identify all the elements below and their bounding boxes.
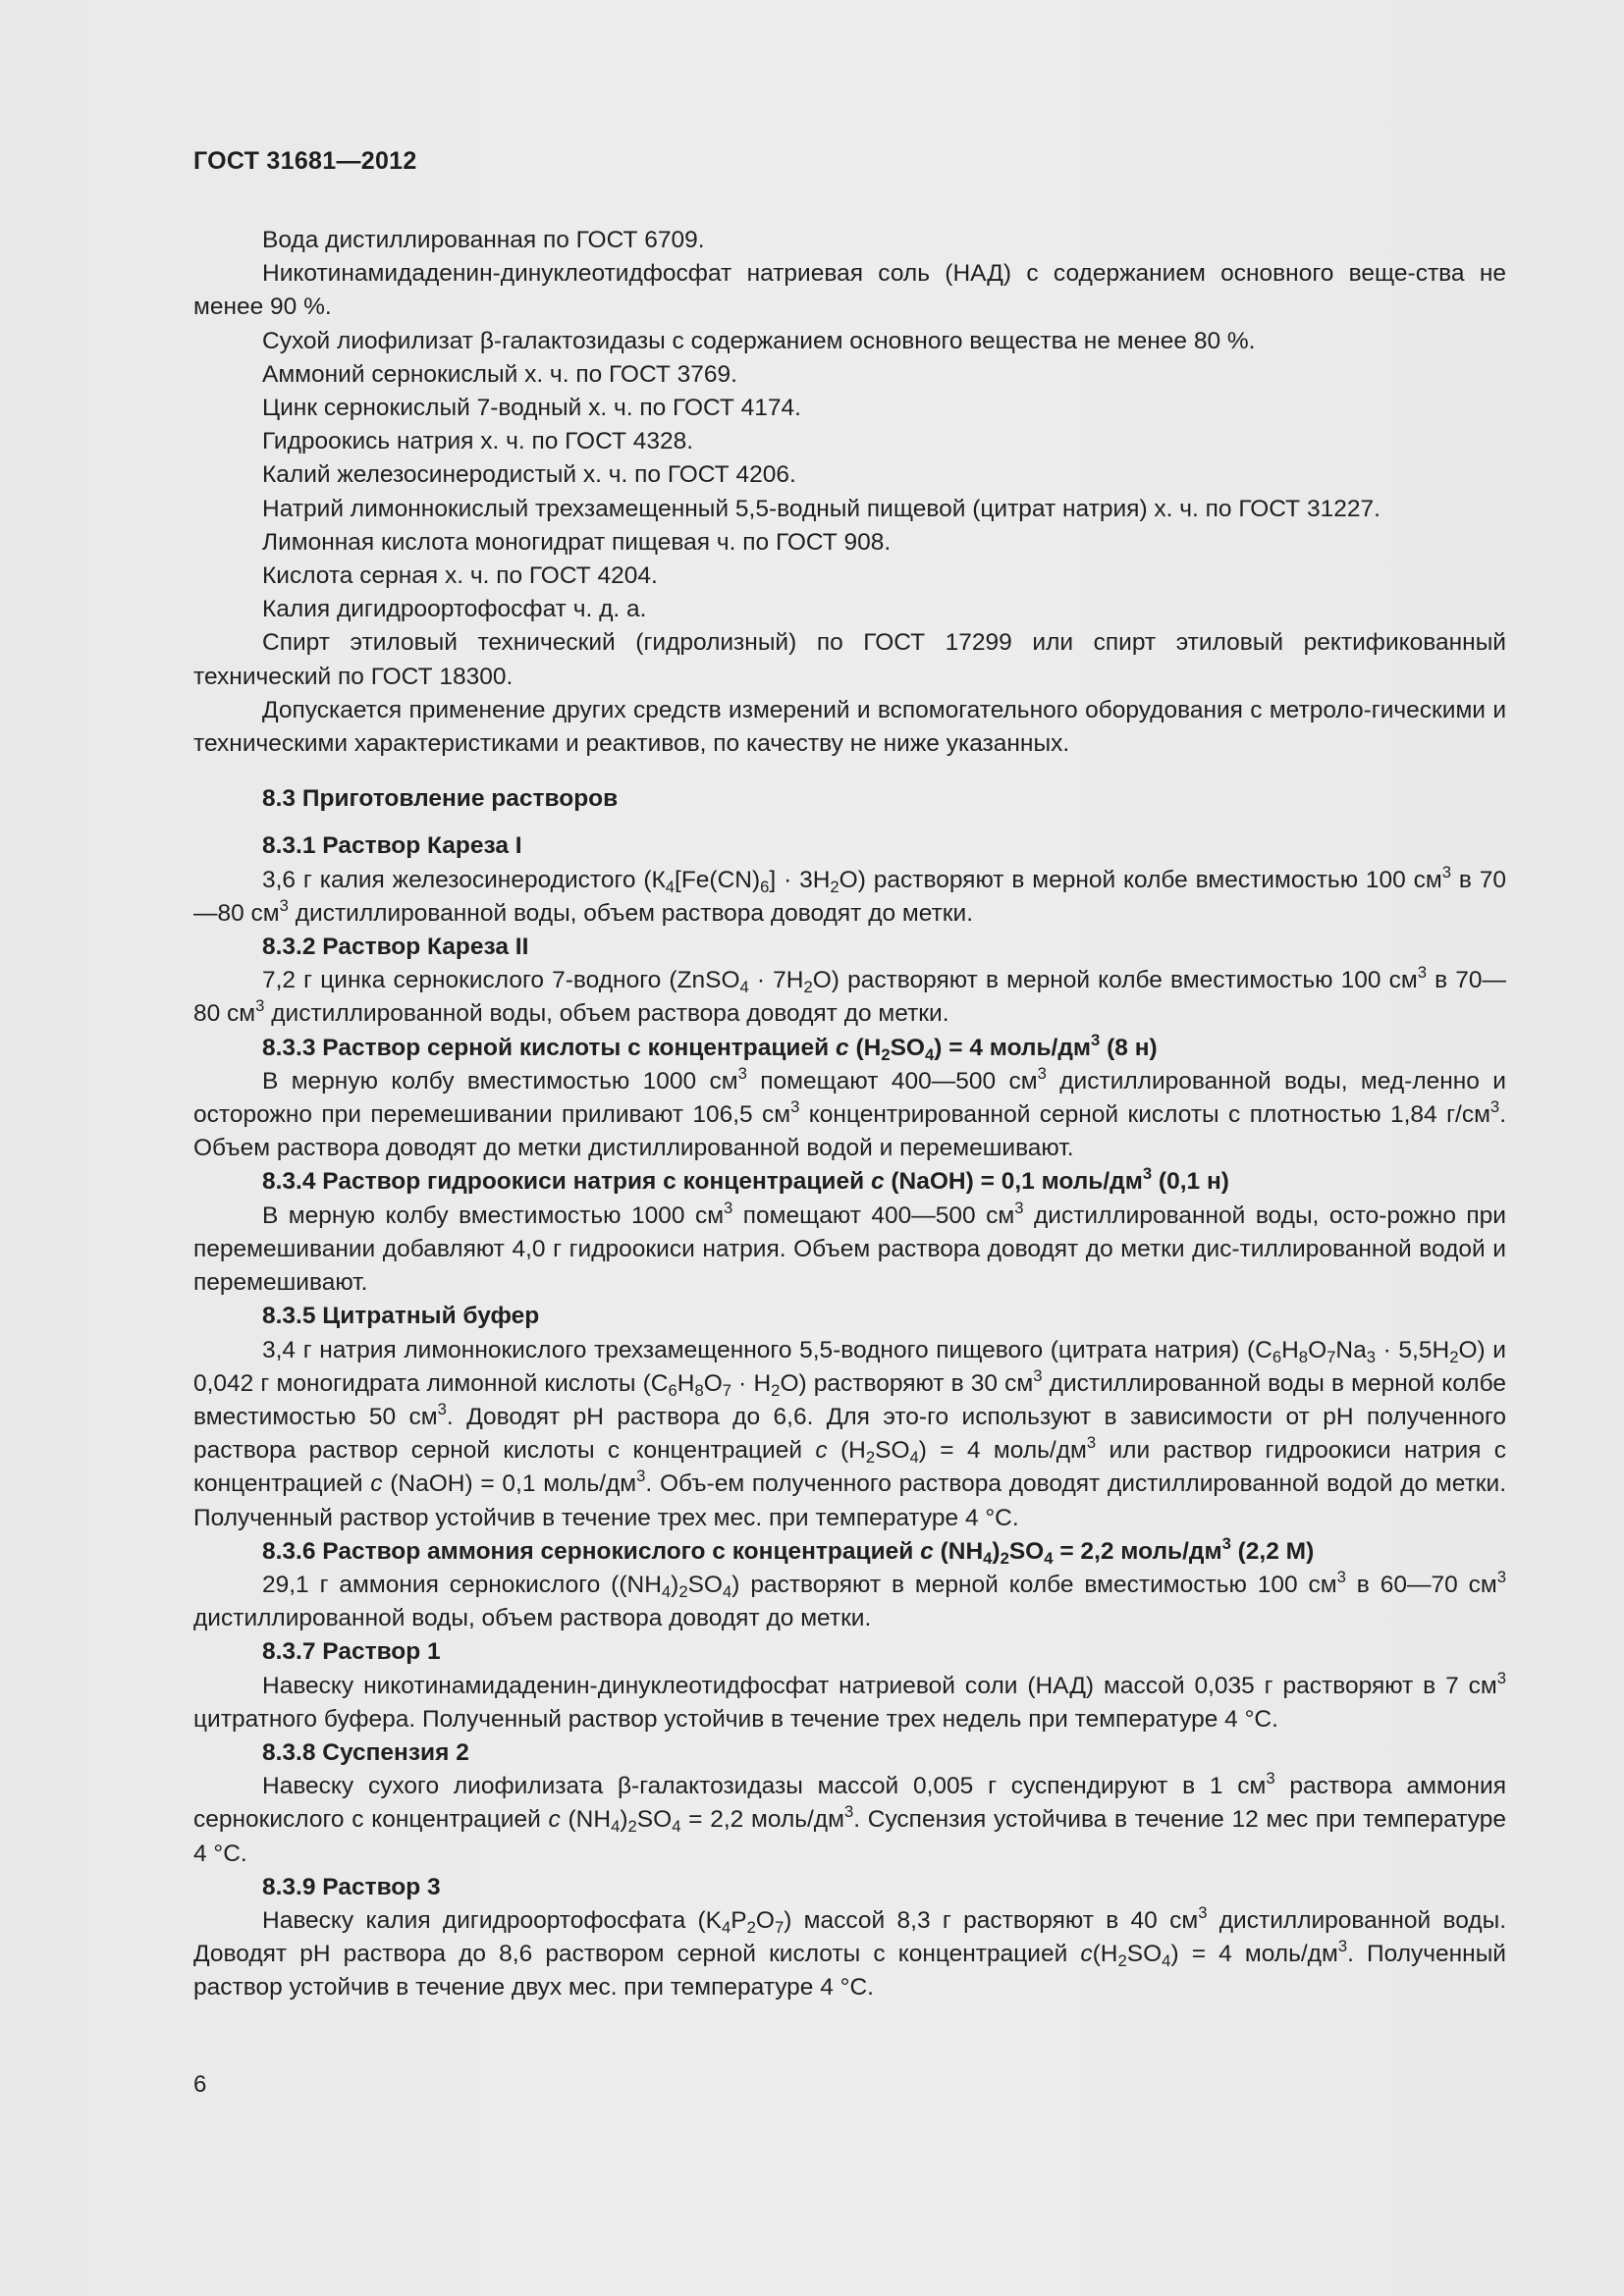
- subsection-heading-8-3-9: 8.3.9 Раствор 3: [262, 1873, 441, 1900]
- subsection-heading-8-3-4: 8.3.4 Раствор гидроокиси натрия с концентрацией c (NaOH) = 0,1 моль/$дм^3$ (0,1 н): [262, 1164, 1229, 1196]
- document-body: [193, 224, 1506, 2005]
- reagent-potassium-phosphate: Калия дигидроортофосфат ч. д. а.: [262, 596, 647, 623]
- reagent-citric-acid: Лимонная кислота моногидрат пищевая ч. по ГОСТ 908.: [262, 528, 892, 556]
- paragraph-8-3-7: Навеску никотинамидаденин-динуклеотидфосфат натриевой соли (НАД) массой 0,035 г растворяют в 7 $см^3$ цитратного буфера. Полученный раствор устойчив в течение трех недель при температуре 4 °C.: [193, 1668, 1506, 1733]
- paragraph-8-3-2: 7,2 г цинка сернокислого 7-водного (ZnSO$_4$ · $7H_2O$) растворяют в мерной колбе вместимостью 100 $см^3$ в 70—80 $см^3$ дистиллированной воды, объем раствора доводят до метки.: [193, 963, 1506, 1028]
- paragraph-8-3-5: 3,4 г натрия лимоннокислого трехзамещенного 5,5-водного пищевого (цитрата натрия) $(C_6H_8O_7Na_3 \cdot 5,5H_2O)$ и 0,042 г моногидрата лимонной кислоты $(C_6H_8O_7 \cdot H_2O)$ растворяют в 30 $см^3$ дистиллированной воды в мерной колбе вместимостью 50 $см^3$. Доводят pH раствора до 6,6. Для это-го используют в зависимости от pH полученного раствора раствор серной кислоты с концентрацией c $(H_2SO_4) = 4$ моль/$дм^3$ или раствор гидроокиси натрия с концентрацией c (NaOH) = 0,1 моль/$дм^3$. Объ-ем полученного раствора доводят дистиллированной водой до метки. Полученный раствор устойчив в течение трех мес. при температуре 4 °C.: [193, 1336, 1507, 1531]
- subsection-heading-8-3-8: 8.3.8 Суспензия 2: [262, 1738, 469, 1766]
- reagent-ethanol: Спирт этиловый технический (гидролизный) по ГОСТ 17299 или спирт этиловый ректификованный технический по ГОСТ 18300.: [193, 629, 1506, 690]
- page-number: 6: [193, 2071, 207, 2098]
- reagent-sulfuric-acid: Кислота серная х. ч. по ГОСТ 4204.: [262, 562, 658, 590]
- paragraph-8-3-4: В мерную колбу вместимостью 1000 $см^3$ помещают 400—500 $см^3$ дистиллированной воды, осто-рожно при перемешивании добавляют 4,0 г гидроокиси натрия. Объем раствора доводят до метки дис-тиллированной водой и перемешивают.: [193, 1198, 1506, 1297]
- reagent-sodium-hydroxide: Гидроокись натрия х. ч. по ГОСТ 4328.: [262, 428, 694, 455]
- reagent-galactosidase: Сухой лиофилизат β-галактозидазы с содержанием основного вещества не менее 80 %.: [262, 327, 1256, 354]
- subsection-heading-8-3-6: 8.3.6 Раствор аммония сернокислого с концентрацией c $(NH_4)_2SO_4 = 2,2$ моль/$дм^3$ (2,2 М): [262, 1533, 1315, 1568]
- subsection-heading-8-3-7: 8.3.7 Раствор 1: [262, 1638, 441, 1666]
- document-header: ГОСТ 31681—2012: [193, 147, 417, 175]
- reagent-substitution-note: Допускается применение других средств измерений и вспомогательного оборудования с метроло-гическими и техническими характеристиками и реактивов, по качеству не ниже указанных.: [193, 696, 1506, 758]
- reagent-sodium-citrate: Натрий лимоннокислый трехзамещенный 5,5-водный пищевой (цитрат натрия) х. ч. по ГОСТ 31227.: [262, 495, 1380, 522]
- reagent-ammonium-sulfate: Аммоний сернокислый х. ч. по ГОСТ 3769.: [262, 360, 737, 388]
- paragraph-8-3-8: Навеску сухого лиофилизата β-галактозидазы массой 0,005 г суспендируют в 1 $см^3$ раствора аммония сернокислого с концентрацией c $(NH_4)_2SO_4 = 2,2$ моль/$дм^3$. Суспензия устойчива в течение 12 мес при температуре 4 °C.: [193, 1769, 1506, 1867]
- subsection-heading-8-3-2: 8.3.2 Раствор Кареза II: [262, 934, 529, 961]
- reagent-zinc-sulfate: Цинк сернокислый 7-водный х. ч. по ГОСТ 4174.: [262, 395, 801, 422]
- subsection-heading-8-3-3: 8.3.3 Раствор серной кислоты с концентрацией c $(H_2SO_4) = 4$ моль/$дм^3$ (8 н): [262, 1030, 1158, 1064]
- paragraph-8-3-3: В мерную колбу вместимостью 1000 $см^3$ помещают 400—500 $см^3$ дистиллированной воды, мед-ленно и осторожно при перемешивании приливают 106,5 $см^3$ концентрированной серной кислоты с плотностью 1,84 $г/см^3$. Объем раствора доводят до метки дистиллированной водой и перемешивают.: [193, 1063, 1506, 1162]
- section-heading-8-3: 8.3 Приготовление растворов: [262, 785, 619, 813]
- paragraph-8-3-1: 3,6 г калия железосинеродистого $(К_4[Fe(CN)_6] \cdot 3H_2O)$ растворяют в мерной колбе вместимостью 100 $см^3$ в 70—80 $см^3$ дистиллированной воды, объем раствора доводят до метки.: [193, 862, 1506, 927]
- subsection-heading-8-3-5: 8.3.5 Цитратный буфер: [262, 1303, 540, 1330]
- paragraph-8-3-6: 29,1 г аммония сернокислого $((NH_4)_2SO_4)$ растворяют в мерной колбе вместимостью 100 $см^3$ в 60—70 $см^3$ дистиллированной воды, объем раствора доводят до метки.: [193, 1567, 1506, 1632]
- subsection-heading-8-3-1: 8.3.1 Раствор Кареза I: [262, 832, 522, 860]
- reagent-potassium-ferrocyanide: Калий железосинеродистый х. ч. по ГОСТ 4206.: [262, 461, 796, 489]
- reagent-water: Вода дистиллированная по ГОСТ 6709.: [262, 227, 705, 253]
- reagent-nad: Никотинамидаденин-динуклеотидфосфат натриевая соль (НАД) с содержанием основного веще-ства не менее 90 %.: [193, 260, 1506, 321]
- paragraph-8-3-9: Навеску калия дигидроортофосфата $(K_4P_2O_7)$ массой 8,3 г растворяют в 40 $см^3$ дистиллированной воды. Доводят pH раствора до 8,6 раствором серной кислоты с концентрацией $c(H_2SO_4) = 4$ моль/$дм^3$. Полученный раствор устойчив в течение двух мес. при температуре 4 °C.: [193, 1902, 1507, 2002]
